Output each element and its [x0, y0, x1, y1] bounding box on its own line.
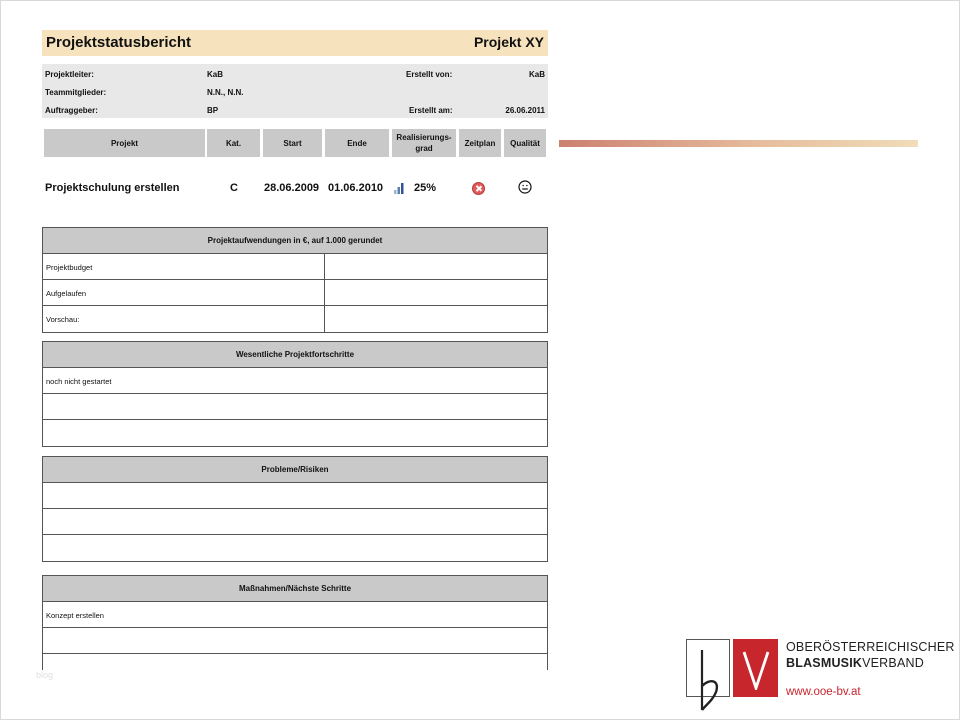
org-name-rest: VERBAND [862, 656, 924, 670]
col-projekt: Projekt [44, 129, 205, 157]
table-row [43, 254, 547, 280]
row-grad: 25% [414, 182, 437, 194]
watermark: blog [36, 670, 54, 680]
section-title: Probleme/Risiken [43, 457, 547, 483]
col-zeitplan: Zeitplan [459, 129, 501, 157]
team-value: N.N., N.N. [207, 88, 244, 97]
decorative-gradient-line [559, 140, 918, 147]
row-label: Vorschau: [46, 315, 80, 324]
row-kat: C [230, 182, 238, 194]
table-row [43, 420, 547, 446]
report-title: Projektstatusbericht [46, 34, 192, 51]
section-probleme [42, 456, 548, 562]
project-row [42, 178, 548, 200]
row-name: Projektschulung erstellen [45, 182, 180, 194]
section-massnahmen [42, 575, 548, 670]
col-start: Start [263, 129, 322, 157]
row-label: Projektbudget [46, 263, 93, 272]
red-x-circle-icon [472, 182, 485, 195]
erstellt-am-value: 26.06.2011 [505, 106, 545, 115]
col-kat: Kat. [207, 129, 260, 157]
table-row [43, 509, 547, 535]
section-title: Wesentliche Projektfortschritte [43, 342, 547, 368]
report-title-bar [42, 30, 548, 56]
report-meta [42, 64, 548, 118]
table-row [43, 280, 547, 306]
col-qualitaet: Qualität [504, 129, 546, 157]
row-label: Aufgelaufen [46, 289, 87, 298]
section-title: Projektaufwendungen in €, auf 1.000 gerundet [43, 228, 547, 254]
erstellt-von-value: KaB [528, 70, 545, 79]
row-label: noch nicht gestartet [46, 377, 112, 386]
col-realisierungsgrad [392, 129, 456, 157]
org-url-link[interactable]: www.ooe-bv.at [786, 686, 861, 698]
flat-symbol-icon [694, 648, 724, 712]
row-start: 28.06.2009 [264, 182, 320, 194]
leiter-value: KaB [207, 70, 224, 79]
leiter-label: Projektleiter: [45, 70, 94, 79]
erstellt-von-label: Erstellt von: [406, 70, 453, 79]
logo-v-mark-icon [742, 650, 770, 690]
table-row [43, 602, 547, 628]
col-grad-line2: grad [415, 144, 433, 153]
auftrag-label: Auftraggeber: [45, 106, 98, 115]
row-ende: 01.06.2010 [328, 182, 384, 194]
table-row [43, 654, 547, 670]
table-row [43, 368, 547, 394]
org-name-line2 [786, 656, 924, 670]
auftrag-value: BP [207, 106, 219, 115]
col-ende: Ende [325, 129, 389, 157]
table-row [43, 306, 547, 332]
section-title: Maßnahmen/Nächste Schritte [43, 576, 547, 602]
erstellt-am-label: Erstellt am: [409, 106, 453, 115]
bar-chart-icon [394, 183, 404, 194]
table-row [43, 628, 547, 654]
col-grad-line1: Realisierungs- [396, 133, 452, 142]
neutral-face-icon [518, 180, 532, 194]
table-row [43, 394, 547, 420]
project-name: Projekt XY [473, 34, 544, 50]
org-name-bold: BLASMUSIK [786, 656, 863, 670]
section-aufwendungen [42, 227, 548, 333]
section-fortschritte [42, 341, 548, 447]
row-label: Konzept erstellen [46, 611, 104, 620]
table-row [43, 535, 547, 561]
org-name-line1: OBERÖSTERREICHISCHER [786, 640, 955, 654]
team-label: Teammitglieder: [45, 88, 107, 97]
table-row [43, 483, 547, 509]
